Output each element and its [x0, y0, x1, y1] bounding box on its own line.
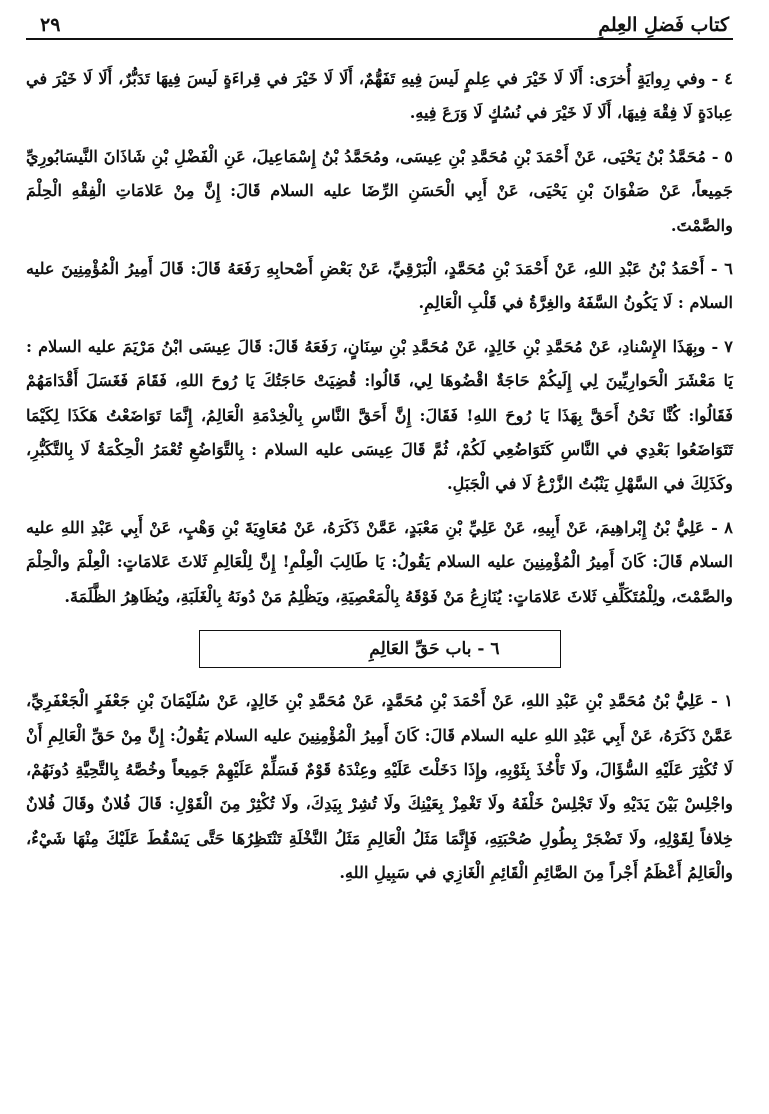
hadith-paragraph-8: ٨ - عَلِيُّ بْنُ إِبْراهِيمَ، عَنْ أَبِيهِ، عَنْ عَلِيِّ بْنِ مَعْبَدٍ، عَمَّنْ ذَكَرَهُ، عَنْ مُعَاوِيَةَ بْنِ وَهْبٍ، عَنْ أَبِي عَبْدِ اللهِ عليه السلام قَالَ: كَانَ أَمِيرُ الْمُؤْمِنِينَ عليه السلام يَقُولُ: يَا طَالِبَ الْعِلْمِ! إِنَّ لِلْعَالِمِ ثَلاثَ عَلامَاتٍ: الْعِلْمَ والْحِلْمَ والصَّمْتَ، ولِلْمُتَكَلِّفِ ثَلاثَ عَلامَاتٍ: يُنَازِعُ مَنْ فَوْقَهُ بِالْمَعْصِيَةِ، ويَظْلِمُ مَنْ دُونَهُ بِالْغَلَبَةِ، ويُظَاهِرُ الظَّلَمَةَ.: [26, 517, 733, 606]
book-title: كتاب فَضلِ العِلمِ: [598, 14, 729, 36]
hadith-paragraph-7: ٧ - وبِهَذَا الإِسْنادِ، عَنْ مُحَمَّدِ بْنِ خَالِدٍ، عَنْ مُحَمَّدِ بْنِ سِنَانٍ، رَفَعَهُ قَالَ: قَالَ عِيسَى ابْنُ مَرْيَمَ عليه السلام : يَا مَعْشَرَ الْحَوارِيِّينَ لِي إِلَيكُمْ حَاجَةٌ اقْضُوهَا لِي، قَالُوا: قُضِيَتْ حَاجَتُكَ يَا رُوحَ اللهِ، فَقَامَ فَغَسَلَ أَقْدَامَهُمْ فَقَالُوا: كُنَّا نَحْنُ أَحَقَّ بِهَذَا يَا رُوحَ اللهِ! فَقَالَ: إِنَّ أَحَقَّ النَّاسِ بِالْخِدْمَةِ الْعَالِمُ، إِنَّمَا تَوَاضَعْتُ هَكَذَا لِكَيْمَا تَتَوَاضَعُوا بَعْدِي في النَّاسِ كَتَوَاضُعِي لَكُمْ، ثُمَّ قَالَ عِيسَى عليه السلام : بِالتَّوَاضُعِ تُعْمَرُ الْحِكْمَةُ لَا بِالتَّكَبُّرِ، وكَذَلِكَ في السَّهْلِ يَنْبُتُ الزَّرْعُ لَا في الْجَبَلِ.: [26, 336, 733, 494]
chapter-heading-wrap: [26, 630, 733, 668]
hadith-paragraph-6: ٦ - أَحْمَدُ بْنُ عَبْدِ اللهِ، عَنْ أَحْمَدَ بْنِ مُحَمَّدٍ، الْبَرْقِيِّ، عَنْ بَعْضِ أَصْحابِهِ رَفَعَهُ قَالَ: قَالَ أَمِيرُ الْمُؤْمِنِينَ عليه السلام : لَا يَكُونُ السَّفَهُ والغِرَّةُ في قَلْبِ الْعَالِمِ.: [26, 259, 733, 313]
page-header: [26, 8, 733, 40]
hadith-paragraph-5: ٥ - مُحَمَّدُ بْنُ يَحْيَى، عَنْ أَحْمَدَ بْنِ مُحَمَّدِ بْنِ عِيسَى، ومُحَمَّدُ بْنُ إِسْمَاعِيلَ، عَنِ الْفَضْلِ بْنِ شَاذَانَ النَّيسَابُورِيِّ جَمِيعاً، عَنْ صَفْوَانَ بْنِ يَحْيَى، عَنْ أَبِي الْحَسَنِ الرِّضَا عليه السلام قَالَ: إِنَّ مِنْ عَلامَاتِ الْفِقْهِ الْحِلْمَ والصَّمْتَ.: [26, 146, 733, 235]
hadith-paragraph-chapter6-1: ١ - عَلِيُّ بْنُ مُحَمَّدِ بْنِ عَبْدِ اللهِ، عَنْ أَحْمَدَ بْنِ مُحَمَّدٍ، عَنْ مُحَمَّدِ بْنِ خَالِدٍ، عَنْ سُلَيْمَانَ بْنِ جَعْفَرٍ الْجَعْفَرِيِّ، عَمَّنْ ذَكَرَهُ، عَنْ أَبِي عَبْدِ اللهِ عليه السلام قَالَ: كَانَ أَمِيرُ الْمُؤْمِنِينَ عليه السلام يَقُولُ: إِنَّ مِنْ حَقِّ الْعَالِمِ أَنْ لَا تُكْثِرَ عَلَيْهِ السُّؤَالَ، ولَا تَأْخُذَ بِثَوْبِهِ، وإِذَا دَخَلْتَ عَلَيْهِ وعِنْدَهُ قَوْمٌ فَسَلِّمْ عَلَيْهِمْ جَمِيعاً وخُصَّهُ بِالتَّحِيَّةِ دُونَهُمْ، واجْلِسْ بَيْنَ يَدَيْهِ ولَا تَجْلِسْ خَلْفَهُ ولَا تَغْمِزْ بِعَيْنِكَ ولَا تُشِرْ بِيَدِكَ، ولَا تُكْثِرْ مِنَ الْقَوْلِ: قَالَ فُلانٌ وقَالَ فُلانٌ خِلافاً لِقَوْلِهِ، ولَا تَضْجَرْ بِطُولِ صُحْبَتِهِ، فَإِنَّمَا مَثَلُ الْعَالِمِ مَثَلُ النَّخْلَةِ تَنْتَظِرُهَا حَتَّى يَسْقُطَ عَلَيْكَ مِنْهَا شَيْءٌ، والْعَالِمُ أَعْظَمُ أَجْراً مِنَ الصَّائِمِ الْقَائِمِ الْغَازِي في سَبِيلِ اللهِ.: [26, 691, 733, 883]
body-text: [26, 62, 733, 891]
hadith-paragraph-4: ٤ - وفي رِوايَةٍ أُخرَى: أَلَا لَا خَيْرَ في عِلمٍ لَيسَ فِيهِ تَفَهُّمٌ، أَلَا لَا خَيْرَ في قِراءَةٍ لَيسَ فِيهَا تَدَبُّرٌ، أَلَا لَا خَيْرَ في عِبادَةٍ لَا فِقْهَ فِيهَا، أَلَا لَا خَيْرَ في نُسُكٍ لَا وَرَعَ فِيهِ.: [26, 69, 733, 123]
page-number: ٢٩: [40, 14, 61, 36]
chapter-heading: ٦ - باب حَقِّ العَالِمِ: [199, 630, 561, 668]
